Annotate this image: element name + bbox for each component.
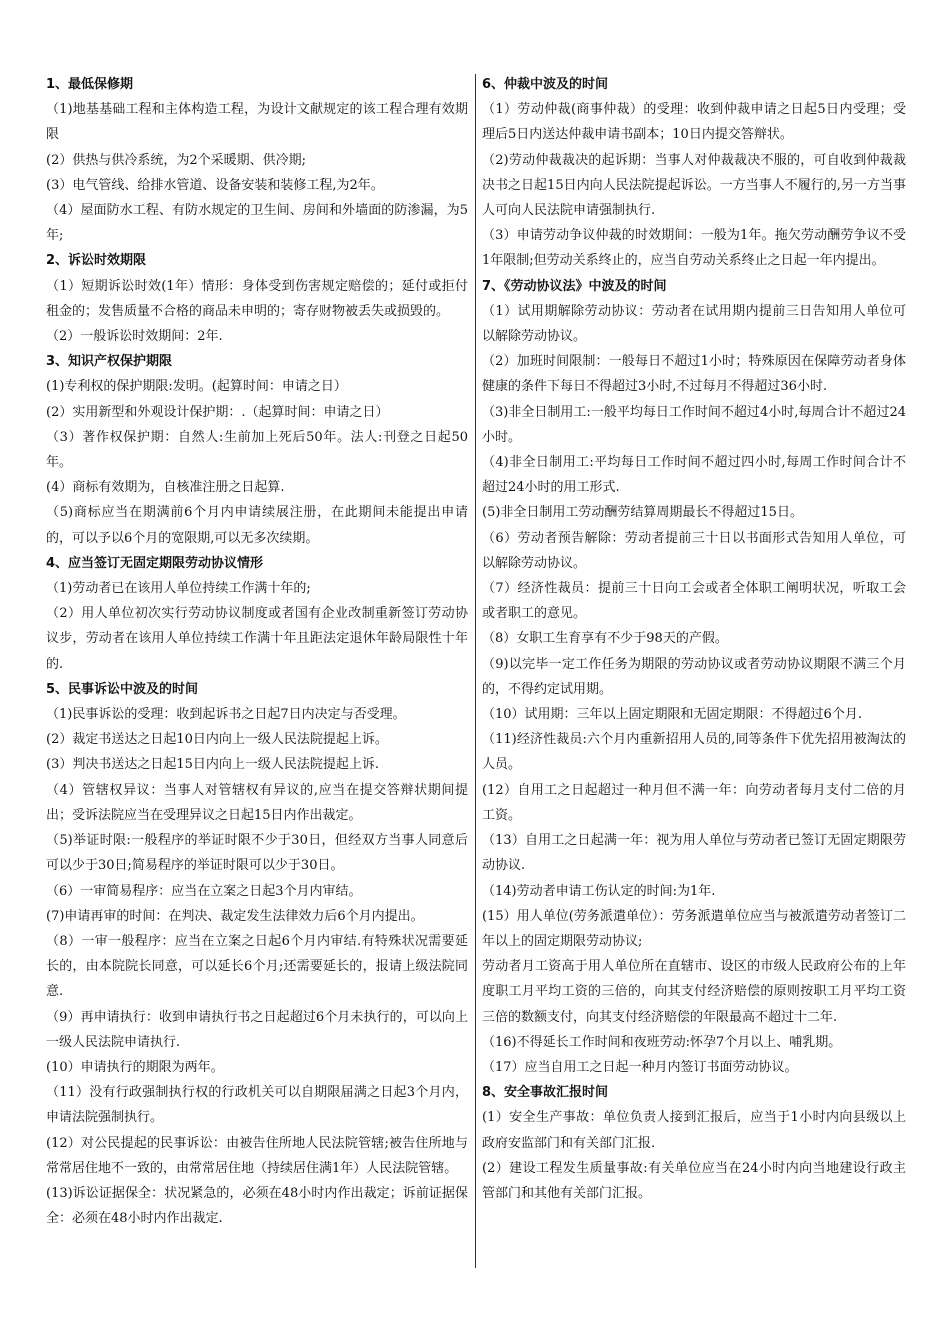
- paragraph: (2）实用新型和外观设计保护期：.（起算时间：申请之日）: [46, 404, 389, 420]
- paragraph: (5)非全日制用工劳动酬劳结算周期最长不得超过15日。: [482, 505, 803, 521]
- paragraph: 劳动者月工资高于用人单位所在直辖市、设区的市级人民政府公布的上年度职工月平均工资的三倍的，向其支付经济赔偿的原则按职工月平均工资三倍的数额支付，向其支付经济赔偿的年限最高不超过十二年.: [482, 959, 906, 1025]
- paragraph: （1）试用期解除劳动协议：劳动者在试用期内提前三日告知用人单位可以解除劳动协议。: [482, 303, 906, 345]
- paragraph: （6）一审简易程序：应当在立案之日起3个月内审结。: [46, 883, 362, 899]
- paragraph: （1）短期诉讼时效(1年）情形：身体受到伤害规定赔偿的；延付或拒付租金的；发售质量不合格的商品未申明的；寄存财物被丢失或损毁的。: [46, 278, 468, 319]
- paragraph: （8）女职工生育享有不少于98天的产假。: [482, 631, 728, 647]
- paragraph: （4）管辖权异议：当事人对管辖权有异议的,应当在提交答辩状期间提出；受诉法院应当在受理异议之日起15日内作出裁定。: [46, 782, 468, 823]
- paragraph: （4）屋面防水工程、有防水规定的卫生间、房间和外墙面的防渗漏，为5年;: [46, 203, 468, 244]
- paragraph: （1)劳动者已在该用人单位持续工作满十年的;: [46, 581, 311, 597]
- right-column: [482, 72, 906, 1206]
- paragraph: （9）再申请执行：收到申请执行书之日起超过6个月未执行的，可以向上一级人民法院申请执行.: [46, 1009, 468, 1050]
- section-heading: 4、应当签订无固定期限劳动协议情形: [46, 555, 264, 571]
- paragraph: (2）供热与供冷系统，为2个采暖期、供冷期;: [46, 152, 306, 168]
- paragraph: (1)专利权的保护期限:发明。(起算时间：申请之日）: [46, 379, 347, 395]
- section-heading: 2、诉讼时效期限: [46, 253, 147, 269]
- paragraph: （17）应当自用工之日起一种月内签订书面劳动协议。: [482, 1059, 798, 1075]
- section-heading: 7、《劳动协议法》中波及的时间: [482, 278, 667, 294]
- paragraph: （4)非全日制用工:平均每日工作时间不超过四小时,每周工作时间合计不超过24小时的用工形式.: [482, 455, 906, 496]
- paragraph: (3）判决书送达之日起15日内向上一级人民法院提起上诉.: [46, 757, 380, 773]
- paragraph: (1）安全生产事故：单位负责人接到汇报后，应当于1小时内向县级以上政府安监部门和有关部门汇报.: [482, 1110, 906, 1151]
- paragraph: （8）一审一般程序：应当在立案之日起6个月内审结.有特殊状况需要延长的，由本院院长同意，可以延长6个月;还需要延长的，报请上级法院同意.: [46, 933, 468, 1000]
- paragraph: (4）商标有效期为，自核准注册之日起算.: [46, 480, 285, 496]
- paragraph: （16)不得延长工作时间和夜班劳动:怀孕7个月以上、哺乳期。: [482, 1034, 842, 1050]
- section-heading: 5、民事诉讼中波及的时间: [46, 681, 199, 697]
- paragraph: （14)劳动者申请工伤认定的时间:为1年.: [482, 883, 716, 899]
- paragraph: （5)商标应当在期满前6个月内申请续展注册，在此期间未能提出申请的，可以予以6个月的宽限期,可以无多次续期。: [46, 505, 468, 546]
- paragraph: （11)经济性裁员:六个月内重新招用人员的,同等条件下优先招用被淘汰的人员。: [482, 732, 906, 773]
- paragraph: （1）劳动仲裁(商事仲裁）的受理：收到仲裁申请之日起5日内受理；受理后5日内送达仲裁申请书副本；10日内提交答辩状。: [482, 102, 906, 143]
- paragraph: （2）一般诉讼时效期间：2年.: [46, 329, 223, 345]
- section-heading: 1、最低保修期: [46, 77, 134, 92]
- paragraph: (12）对公民提起的民事诉讼：由被告住所地人民法院管辖;被告住所地与常常居住地不一致的，由常常居住地（持续居住满1年）人民法院管辖。: [46, 1135, 468, 1176]
- section-heading: 6、仲裁中波及的时间: [482, 77, 609, 92]
- section-heading: 3、知识产权保护期限: [46, 354, 173, 370]
- paragraph: （5)举证时限:一般程序的举证时限不少于30日，但经双方当事人同意后可以少于30日;简易程序的举证时限可以少于30日。: [46, 833, 468, 874]
- section-heading: 8、安全事故汇报时间: [482, 1085, 609, 1101]
- paragraph: （9)以完毕一定工作任务为期限的劳动协议或者劳动协议期限不满三个月的，不得约定试用期。: [482, 656, 906, 697]
- left-column: [46, 72, 468, 1231]
- paragraph: (7)申请再审的时间：在判决、裁定发生法律效力后6个月内提出。: [46, 908, 424, 924]
- paragraph: （6）劳动者预告解除：劳动者提前三十日以书面形式告知用人单位，可以解除劳动协议。: [482, 530, 906, 571]
- paragraph: (12）自用工之日起超过一种月但不满一年：向劳动者每月支付二倍的月工资。: [482, 782, 906, 823]
- paragraph: (13)诉讼证据保全：状况紧急的，必须在48小时内作出裁定；诉前证据保全：必须在48小时内作出裁定.: [46, 1185, 468, 1227]
- paragraph: （1)民事诉讼的受理：收到起诉书之日起7日内决定与否受理。: [46, 707, 406, 723]
- paragraph: (3）电气管线、给排水管道、设备安装和装修工程,为2年。: [46, 177, 384, 193]
- paragraph: （7）经济性裁员：提前三十日向工会或者全体职工阐明状况，听取工会或者职工的意见。: [482, 581, 906, 622]
- paragraph: （3)非全日制用工:一般平均每日工作时间不超过4小时,每周合计不超过24小时。: [482, 404, 906, 445]
- paragraph: （10）试用期：三年以上固定期限和无固定期限：不得超过6个月.: [482, 707, 862, 723]
- paragraph: （13）自用工之日起满一年：视为用人单位与劳动者已签订无固定期限劳动协议.: [482, 833, 906, 874]
- paragraph: (2）裁定书送达之日起10日内向上一级人民法院提起上诉。: [46, 732, 388, 748]
- paragraph: （2）加班时间限制：一般每日不超过1小时；特殊原因在保障劳动者身体健康的条件下每日不得超过3小时,不过每月不得超过36小时.: [482, 354, 906, 395]
- paragraph: （3）著作权保护期：自然人:生前加上死后50年。法人:刊登之日起50年。: [46, 429, 468, 471]
- paragraph: （2）用人单位初次实行劳动协议制度或者国有企业改制重新签订劳动协议步，劳动者在该用人单位持续工作满十年且距法定退休年龄局限性十年的.: [46, 606, 468, 672]
- paragraph: （2)劳动仲裁裁决的起诉期：当事人对仲裁裁决不服的，可自收到仲裁裁决书之日起15日内向人民法院提起诉讼。一方当事人不履行的,另一方当事人可向人民法院申请强制执行.: [482, 152, 906, 219]
- paragraph: （1)地基基础工程和主体构造工程，为设计文献规定的该工程合理有效期限: [46, 102, 468, 143]
- column-divider: [475, 74, 476, 1268]
- paragraph: (15）用人单位(劳务派遣单位）：劳务派遣单位应当与被派遣劳动者签订二年以上的固定期限劳动协议;: [482, 908, 906, 949]
- paragraph: （3）申请劳动争议仲裁的时效期间：一般为1年。拖欠劳动酬劳争议不受1年限制;但劳动关系终止的，应当自劳动关系终止之日起一年内提出。: [482, 228, 906, 269]
- paragraph: (10）申请执行的期限为两年。: [46, 1059, 224, 1075]
- paragraph: （11）没有行政强制执行权的行政机关可以自期限届满之日起3个月内，申请法院强制执行。: [46, 1085, 468, 1126]
- paragraph: (2）建设工程发生质量事故:有关单位应当在24小时内向当地建设行政主管部门和其他有关部门汇报。: [482, 1160, 906, 1201]
